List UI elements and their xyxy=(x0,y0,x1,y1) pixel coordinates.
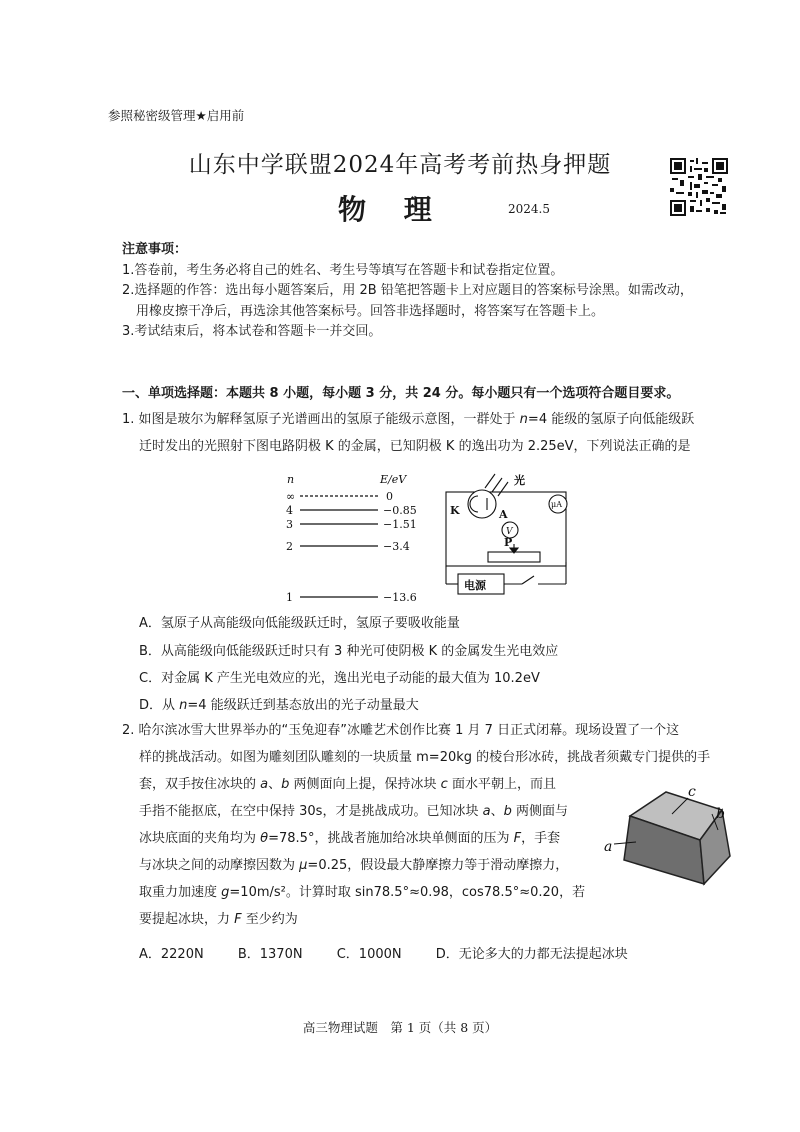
question-1-option-a: A．氢原子从高能级向低能级跃迁时，氢原子要吸收能量 xyxy=(139,616,460,631)
section-heading: 一、单项选择题：本题共 8 小题，每小题 3 分，共 24 分。每小题只有一个选项符合题目要求。 xyxy=(122,386,680,401)
level-n-label: 1 xyxy=(286,591,293,604)
question-2-option-c: C．1000N xyxy=(336,947,402,962)
qr-code-icon xyxy=(670,158,728,216)
question-1-option-b: B．从高能级向低能级跃迁时只有 3 种光可使阴极 K 的金属发生光电效应 xyxy=(139,644,559,659)
notice-heading: 注意事项： xyxy=(122,242,188,257)
light-ray xyxy=(485,474,495,488)
question-2-stem: 2. 哈尔滨冰雪大世界举办的“玉兔迎春”冰雕艺术创作比赛 1 月 7 日正式闭幕。现场设置了一个这 样的挑战活动。如图为雕刻团队雕刻的一块质量 m=20kg 的棱台形冰砖，挑战者须戴专门提供的手 套，双手按住冰块的 a、b 两侧面向上提，保持冰块 c 面水平朝上，而且 手指不能抠底，在空中保持 30s，才是挑战成功。已知冰块 a、b 两侧面与 冰块底面的夹角均为 θ=78.5°，挑战者施加给冰块单侧面的压为 F，手套 与冰块之间的动摩擦因数为 μ=0.25，假设最大静摩擦力等于滑动摩擦力， 取重力加速度 g=10m/s²。计算时取 sin78.5°≈0.98，cos78.5°≈0.20，若 要提起冰块，力 F 至少约为 xyxy=(122,723,711,927)
photocell-tube xyxy=(468,490,496,518)
level-n-label: 3 xyxy=(286,518,293,531)
subject-title: 物 理 xyxy=(338,193,446,226)
notice-item: 3.考试结束后，将本试卷和答题卡一并交回。 xyxy=(122,324,382,339)
level-energy-label: −1.51 xyxy=(383,518,417,531)
light-ray xyxy=(492,478,502,492)
notice-section xyxy=(122,240,762,343)
notice-item: 2.选择题的作答：选出每小题答案后，用 2B 铅笔把答题卡上对应题目的答案标号涂黑。如需改动， xyxy=(122,283,693,298)
question-2-option-b: B．1370N xyxy=(237,947,303,962)
exam-date: 2024.5 xyxy=(508,202,550,216)
light-label: 光 xyxy=(514,474,525,487)
question-1-stem: 1. 如图是玻尔为解释氢原子光谱画出的氢原子能级示意图，一群处于 n=4 能级的氢原子向低能级跃 迁时发出的光照射下图电路阴极 K 的金属，已知阴极 K 的逸出功为 2.25eV，下列说法正确的是 xyxy=(122,412,695,454)
question-2-options xyxy=(139,943,658,962)
level-n-label: 2 xyxy=(286,540,293,553)
level-n-label: 4 xyxy=(286,504,293,517)
voltmeter-label: V xyxy=(506,527,513,537)
level-energy-label: −0.85 xyxy=(383,504,417,517)
face-c-label: c xyxy=(688,784,696,800)
slider-label: P xyxy=(504,536,513,549)
face-b-label: b xyxy=(716,806,725,822)
axis-label-energy: E/eV xyxy=(380,473,407,486)
power-source-label: 电源 xyxy=(464,579,486,592)
level-n-label: ∞ xyxy=(286,490,296,503)
face-a-label: a xyxy=(604,839,613,855)
page-footer: 高三物理试题 第 1 页（共 8 页） xyxy=(302,1020,498,1035)
level-energy-label: 0 xyxy=(386,490,393,503)
axis-label-n: n xyxy=(287,473,295,486)
ice-block-figure xyxy=(600,784,740,894)
exam-title: 山东中学联盟2024年高考考前热身押题 xyxy=(188,152,612,178)
anode-label: A xyxy=(499,508,508,521)
level-energy-label: −13.6 xyxy=(383,591,417,604)
level-energy-label: −3.4 xyxy=(383,540,410,553)
question-2-option-a: A．2220N xyxy=(139,947,204,962)
light-ray xyxy=(498,482,508,496)
cathode-label: K xyxy=(450,504,460,517)
question-1-option-d: D．从 n=4 能级跃迁到基态放出的光子动量最大 xyxy=(139,698,419,713)
notice-item: 1.答卷前，考生务必将自己的姓名、考生号等填写在答题卡和试卷指定位置。 xyxy=(122,262,564,278)
microammeter-label: μA xyxy=(551,500,562,509)
question-1-option-c: C．对金属 K 产生光电效应的光，逸出光电子动能的最大值为 10.2eV xyxy=(139,671,540,686)
notice-item: 用橡皮擦干净后，再选涂其他答案标号。回答非选择题时，将答案写在答题卡上。 xyxy=(136,303,605,319)
confidentiality-label: 参照秘密级管理★启用前 xyxy=(108,108,245,123)
energy-level-circuit-diagram xyxy=(282,470,582,606)
question-2-option-d: D．无论多大的力都无法提起冰块 xyxy=(435,947,628,962)
